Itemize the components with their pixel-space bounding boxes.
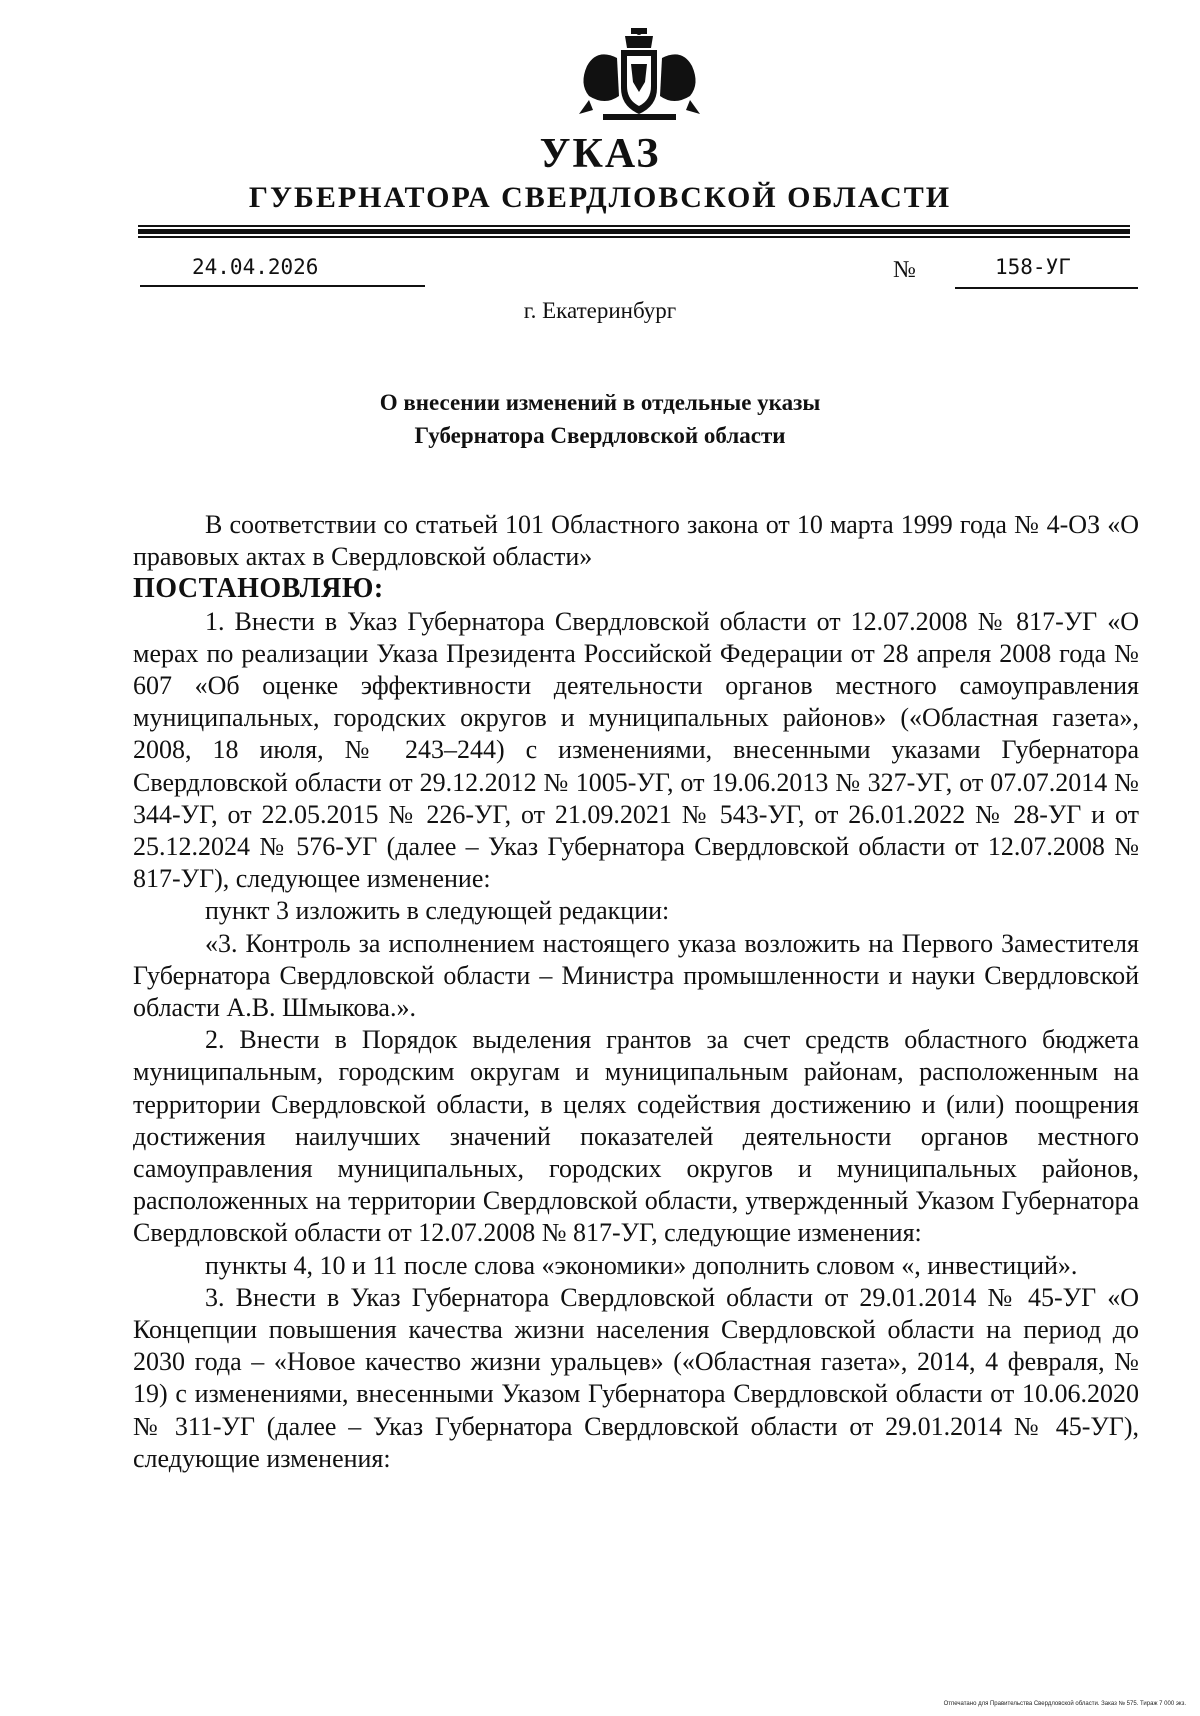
- issuer-title: ГУБЕРНАТОРА СВЕРДЛОВСКОЙ ОБЛАСТИ: [248, 181, 952, 214]
- header-rule-thin-lower: [138, 236, 1130, 238]
- intro-paragraph: В соответствии со статьей 101 Областного закона от 10 марта 1999 года № 4-ОЗ «О правовых актах в Свердловской области»: [133, 510, 1139, 572]
- item-3: 3. Внести в Указ Губернатора Свердловской области от 29.01.2014 № 45-УГ «О Концепции повышения качества жизни населения Свердловской области на период до 2030 года – «Новое качество жизни уральцев» («Областная газета», 2014, 4 февраля, № 19) с изменениями, внесенными Указом Губернатора Свердловской области от 10.06.2020 № 311-УГ (далее – Указ Губернатора Свердловской области от 29.01.2014 № 45-УГ), следующие изменения:: [133, 1282, 1139, 1473]
- city: г. Екатеринбург: [523, 298, 677, 323]
- number-underline: [955, 287, 1138, 289]
- item-1-sub: пункт 3 изложить в следующей редакции:: [205, 896, 670, 926]
- date-underline: [140, 285, 425, 287]
- decree-word: ПОСТАНОВЛЯЮ:: [133, 573, 384, 605]
- number-sign: №: [893, 257, 916, 283]
- document-body: [133, 509, 1139, 1475]
- document-number: 158-УГ: [995, 255, 1071, 279]
- print-note: Отпечатано для Правительства Свердловской области. Заказ № 575. Тираж 7 000 экз.: [943, 1701, 1186, 1707]
- item-1: 1. Внести в Указ Губернатора Свердловской области от 12.07.2008 № 817-УГ «О мерах по реализации Указа Президента Российской Федерации от 28 апреля 2008 года № 607 «Об оценке эффективности деятельности органов местного самоуправления муниципальных, городских округов и муниципальных районов» («Областная газета», 2008, 18 июля, № 243–244) с изменениями, внесенными указами Губернатора Свердловской области от 29.12.2012 № 1005-УГ, от 19.06.2013 № 327-УГ, от 07.07.2014 № 344-УГ, от 22.05.2015 № 226-УГ, от 21.09.2021 № 543-УГ, от 26.01.2022 № 28-УГ и от 25.12.2024 № 576-УГ (далее – Указ Губернатора Свердловской области от 12.07.2008 № 817-УГ), следующее изменение:: [133, 606, 1139, 894]
- item-2-sub: пункты 4, 10 и 11 после слова «экономики» дополнить словом «, инвестиций».: [205, 1250, 1078, 1280]
- item-2: 2. Внести в Порядок выделения грантов за счет средств областного бюджета муниципальным, городским округам и муниципальным районам, расположенным на территории Свердловской области, в целях содействия достижению и (или) поощрения достижения наилучших значений показателей деятельности органов местного самоуправления муниципальных, городских округов и муниципальных районов, расположенных на территории Свердловской области, утвержденный Указом Губернатора Свердловской области от 12.07.2008 № 817-УГ, следующие изменения:: [133, 1025, 1139, 1248]
- document-type: УКАЗ: [539, 131, 661, 177]
- title-line-1: О внесении изменений в отдельные указы: [379, 390, 821, 415]
- header-rule-thick: [138, 229, 1130, 234]
- coat-of-arms-icon: [567, 26, 712, 124]
- item-1-quote: «3. Контроль за исполнением настоящего указа возложить на Первого Заместителя Губернатора Свердловской области – Министра промышленности и науки Свердловской области А.В. Шмыкова.».: [133, 928, 1139, 1023]
- title-line-2: Губернатора Свердловской области: [414, 423, 786, 448]
- document-title: [200, 386, 1000, 452]
- document-date: 24.04.2026: [192, 255, 319, 279]
- header-rule-thin: [138, 225, 1130, 227]
